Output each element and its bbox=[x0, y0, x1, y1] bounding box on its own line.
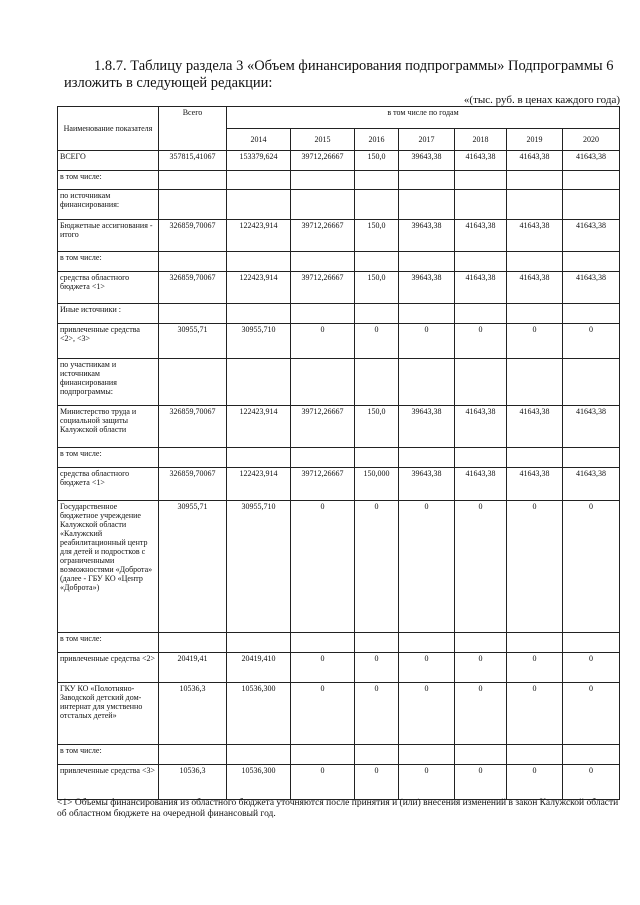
cell-year-value: 0 bbox=[455, 324, 507, 359]
cell-year-value: 39712,26667 bbox=[291, 406, 355, 448]
cell-total bbox=[159, 304, 227, 324]
cell-year-value bbox=[399, 745, 455, 765]
cell-year-value bbox=[227, 448, 291, 468]
cell-year-value: 122423,914 bbox=[227, 468, 291, 501]
cell-year-value bbox=[455, 448, 507, 468]
cell-year-value: 0 bbox=[355, 653, 399, 683]
cell-year-value bbox=[227, 252, 291, 272]
cell-year-value bbox=[563, 745, 620, 765]
row-label: Иные источники : bbox=[58, 304, 159, 324]
cell-year-value bbox=[507, 171, 563, 190]
row-label: Бюджетные ассигнования - итого bbox=[58, 220, 159, 252]
cell-year-value bbox=[507, 304, 563, 324]
cell-total: 10536,3 bbox=[159, 683, 227, 745]
table-row bbox=[58, 359, 620, 406]
cell-year-value bbox=[455, 359, 507, 406]
cell-year-value: 0 bbox=[355, 683, 399, 745]
cell-year-value: 0 bbox=[507, 324, 563, 359]
cell-year-value bbox=[291, 171, 355, 190]
cell-total: 326859,70067 bbox=[159, 272, 227, 304]
row-label: в том числе: bbox=[58, 171, 159, 190]
table-row bbox=[58, 252, 620, 272]
row-label: в том числе: bbox=[58, 745, 159, 765]
cell-year-value: 122423,914 bbox=[227, 220, 291, 252]
cell-total bbox=[159, 171, 227, 190]
cell-year-value: 150,0 bbox=[355, 151, 399, 171]
cell-year-value: 122423,914 bbox=[227, 406, 291, 448]
cell-year-value: 10536,300 bbox=[227, 683, 291, 745]
table-row bbox=[58, 406, 620, 448]
row-label: средства областного бюджета <1> bbox=[58, 272, 159, 304]
cell-year-value bbox=[399, 190, 455, 220]
table-row bbox=[58, 653, 620, 683]
cell-year-value bbox=[355, 190, 399, 220]
cell-year-value bbox=[455, 190, 507, 220]
cell-year-value bbox=[227, 190, 291, 220]
cell-year-value: 0 bbox=[507, 683, 563, 745]
cell-year-value bbox=[227, 633, 291, 653]
header-year: 2020 bbox=[563, 129, 620, 151]
cell-year-value bbox=[563, 633, 620, 653]
row-label: привлеченные средства <2> bbox=[58, 653, 159, 683]
cell-year-value: 39712,26667 bbox=[291, 272, 355, 304]
table-row bbox=[58, 190, 620, 220]
header-total: Всего bbox=[159, 107, 227, 151]
cell-year-value: 0 bbox=[455, 501, 507, 633]
intro-text bbox=[64, 58, 620, 92]
cell-year-value: 0 bbox=[355, 765, 399, 800]
intro-line-1: 1.8.7. Таблицу раздела 3 «Объем финансирования подпрограммы» Подпрограммы 6 bbox=[94, 58, 614, 74]
cell-year-value bbox=[455, 633, 507, 653]
cell-year-value bbox=[355, 448, 399, 468]
header-year: 2017 bbox=[399, 129, 455, 151]
cell-year-value: 0 bbox=[399, 765, 455, 800]
cell-year-value: 0 bbox=[355, 324, 399, 359]
cell-year-value: 41643,38 bbox=[507, 272, 563, 304]
row-label: в том числе: bbox=[58, 633, 159, 653]
cell-year-value: 41643,38 bbox=[507, 151, 563, 171]
header-year: 2019 bbox=[507, 129, 563, 151]
table-row bbox=[58, 448, 620, 468]
cell-year-value bbox=[227, 359, 291, 406]
cell-year-value: 0 bbox=[507, 765, 563, 800]
table-row bbox=[58, 304, 620, 324]
cell-year-value bbox=[507, 359, 563, 406]
row-label: ВСЕГО bbox=[58, 151, 159, 171]
cell-year-value bbox=[563, 190, 620, 220]
cell-year-value bbox=[563, 252, 620, 272]
cell-year-value: 41643,38 bbox=[455, 468, 507, 501]
cell-year-value: 0 bbox=[507, 653, 563, 683]
cell-year-value: 39712,26667 bbox=[291, 468, 355, 501]
cell-year-value: 0 bbox=[291, 683, 355, 745]
cell-year-value bbox=[399, 171, 455, 190]
cell-year-value: 39643,38 bbox=[399, 468, 455, 501]
cell-year-value: 0 bbox=[291, 765, 355, 800]
row-label: по источникам финансирования: bbox=[58, 190, 159, 220]
cell-year-value bbox=[399, 359, 455, 406]
cell-total: 326859,70067 bbox=[159, 220, 227, 252]
cell-year-value bbox=[291, 359, 355, 406]
cell-year-value: 41643,38 bbox=[507, 406, 563, 448]
cell-year-value: 41643,38 bbox=[563, 220, 620, 252]
cell-year-value: 150,0 bbox=[355, 272, 399, 304]
table-row bbox=[58, 468, 620, 501]
cell-year-value: 0 bbox=[507, 501, 563, 633]
table-row bbox=[58, 683, 620, 745]
cell-year-value bbox=[507, 745, 563, 765]
cell-year-value bbox=[399, 252, 455, 272]
cell-year-value bbox=[399, 304, 455, 324]
cell-year-value bbox=[291, 190, 355, 220]
cell-year-value bbox=[563, 359, 620, 406]
cell-total: 326859,70067 bbox=[159, 468, 227, 501]
units-note: «(тыс. руб. в ценах каждого года) bbox=[463, 94, 620, 106]
cell-year-value bbox=[455, 171, 507, 190]
table-row bbox=[58, 272, 620, 304]
cell-year-value: 41643,38 bbox=[455, 406, 507, 448]
table-row bbox=[58, 220, 620, 252]
table-row bbox=[58, 765, 620, 800]
cell-year-value bbox=[507, 252, 563, 272]
cell-year-value: 0 bbox=[563, 501, 620, 633]
cell-year-value bbox=[291, 633, 355, 653]
header-year: 2016 bbox=[355, 129, 399, 151]
cell-year-value bbox=[355, 745, 399, 765]
cell-total bbox=[159, 745, 227, 765]
cell-year-value: 39712,26667 bbox=[291, 220, 355, 252]
cell-year-value: 0 bbox=[291, 653, 355, 683]
cell-year-value bbox=[563, 304, 620, 324]
cell-year-value: 41643,38 bbox=[455, 272, 507, 304]
cell-year-value bbox=[291, 252, 355, 272]
cell-year-value: 39643,38 bbox=[399, 220, 455, 252]
row-label: в том числе: bbox=[58, 448, 159, 468]
header-year: 2015 bbox=[291, 129, 355, 151]
cell-year-value: 0 bbox=[455, 765, 507, 800]
cell-year-value: 0 bbox=[455, 683, 507, 745]
cell-year-value: 150,000 bbox=[355, 468, 399, 501]
cell-total: 30955,71 bbox=[159, 501, 227, 633]
cell-year-value: 0 bbox=[563, 324, 620, 359]
cell-year-value: 153379,624 bbox=[227, 151, 291, 171]
cell-total bbox=[159, 252, 227, 272]
cell-year-value: 39643,38 bbox=[399, 151, 455, 171]
header-year: 2018 bbox=[455, 129, 507, 151]
cell-year-value: 41643,38 bbox=[563, 151, 620, 171]
cell-year-value: 30955,710 bbox=[227, 324, 291, 359]
cell-total: 20419,41 bbox=[159, 653, 227, 683]
row-label: Государственное бюджетное учреждение Калужской области «Калужский реабилитационный центр для детей и подростков с ограниченными возможностями «Доброта» (далее - ГБУ КО «Центр «Доброта») bbox=[58, 501, 159, 633]
header-year: 2014 bbox=[227, 129, 291, 151]
header-incl-years: в том числе по годам bbox=[227, 107, 620, 129]
cell-total: 326859,70067 bbox=[159, 406, 227, 448]
financing-table bbox=[57, 106, 620, 800]
cell-year-value bbox=[399, 633, 455, 653]
table-row bbox=[58, 324, 620, 359]
cell-year-value bbox=[227, 304, 291, 324]
cell-year-value: 41643,38 bbox=[455, 220, 507, 252]
cell-year-value bbox=[291, 448, 355, 468]
row-label: привлеченные средства <2>, <3> bbox=[58, 324, 159, 359]
cell-year-value bbox=[291, 304, 355, 324]
cell-total: 357815,41067 bbox=[159, 151, 227, 171]
cell-year-value: 39712,26667 bbox=[291, 151, 355, 171]
cell-year-value: 0 bbox=[455, 653, 507, 683]
cell-year-value bbox=[507, 190, 563, 220]
cell-year-value: 0 bbox=[291, 501, 355, 633]
cell-year-value bbox=[399, 448, 455, 468]
cell-year-value: 150,0 bbox=[355, 406, 399, 448]
cell-year-value bbox=[507, 633, 563, 653]
cell-year-value: 0 bbox=[355, 501, 399, 633]
cell-year-value: 0 bbox=[563, 683, 620, 745]
cell-year-value: 0 bbox=[399, 653, 455, 683]
cell-year-value: 39643,38 bbox=[399, 272, 455, 304]
cell-year-value bbox=[355, 171, 399, 190]
cell-total bbox=[159, 359, 227, 406]
cell-year-value bbox=[455, 745, 507, 765]
intro-line-2: изложить в следующей редакции: bbox=[64, 75, 273, 91]
table-row bbox=[58, 151, 620, 171]
cell-year-value: 0 bbox=[563, 765, 620, 800]
cell-year-value: 10536,300 bbox=[227, 765, 291, 800]
cell-year-value bbox=[507, 448, 563, 468]
cell-year-value: 30955,710 bbox=[227, 501, 291, 633]
cell-year-value bbox=[355, 359, 399, 406]
cell-total: 30955,71 bbox=[159, 324, 227, 359]
cell-year-value: 41643,38 bbox=[563, 406, 620, 448]
cell-year-value: 0 bbox=[291, 324, 355, 359]
cell-total bbox=[159, 633, 227, 653]
cell-year-value bbox=[355, 633, 399, 653]
header-name: Наименование показателя bbox=[58, 107, 159, 151]
table-row bbox=[58, 501, 620, 633]
table-body bbox=[58, 151, 620, 800]
cell-year-value: 150,0 bbox=[355, 220, 399, 252]
cell-year-value bbox=[455, 304, 507, 324]
cell-year-value: 20419,410 bbox=[227, 653, 291, 683]
cell-year-value: 0 bbox=[563, 653, 620, 683]
cell-year-value: 41643,38 bbox=[455, 151, 507, 171]
cell-year-value bbox=[291, 745, 355, 765]
cell-year-value bbox=[355, 304, 399, 324]
cell-year-value: 0 bbox=[399, 501, 455, 633]
cell-year-value: 122423,914 bbox=[227, 272, 291, 304]
row-label: по участникам и источникам финансирования подпрограммы: bbox=[58, 359, 159, 406]
row-label: средства областного бюджета <1> bbox=[58, 468, 159, 501]
cell-year-value: 0 bbox=[399, 324, 455, 359]
table-row bbox=[58, 633, 620, 653]
cell-year-value: 41643,38 bbox=[563, 272, 620, 304]
cell-year-value bbox=[455, 252, 507, 272]
footnote: <1> Объемы финансирования из областного бюджета уточняются после принятия и (или) внесения изменений в закон Калужской области об областном бюджете на очередной финансовый год. bbox=[57, 798, 619, 819]
row-label: привлеченные средства <3> bbox=[58, 765, 159, 800]
table-row bbox=[58, 745, 620, 765]
cell-total: 10536,3 bbox=[159, 765, 227, 800]
cell-total bbox=[159, 190, 227, 220]
cell-year-value: 39643,38 bbox=[399, 406, 455, 448]
row-label: Министерство труда и социальной защиты Калужской области bbox=[58, 406, 159, 448]
cell-year-value: 41643,38 bbox=[563, 468, 620, 501]
cell-total bbox=[159, 448, 227, 468]
table-row bbox=[58, 171, 620, 190]
cell-year-value bbox=[563, 171, 620, 190]
cell-year-value bbox=[355, 252, 399, 272]
cell-year-value bbox=[227, 745, 291, 765]
cell-year-value: 41643,38 bbox=[507, 220, 563, 252]
cell-year-value bbox=[563, 448, 620, 468]
cell-year-value: 0 bbox=[399, 683, 455, 745]
cell-year-value bbox=[227, 171, 291, 190]
row-label: ГКУ КО «Полотнянo-Заводской детский дом-интернат для умственно отсталых детей» bbox=[58, 683, 159, 745]
cell-year-value: 41643,38 bbox=[507, 468, 563, 501]
row-label: в том числе: bbox=[58, 252, 159, 272]
